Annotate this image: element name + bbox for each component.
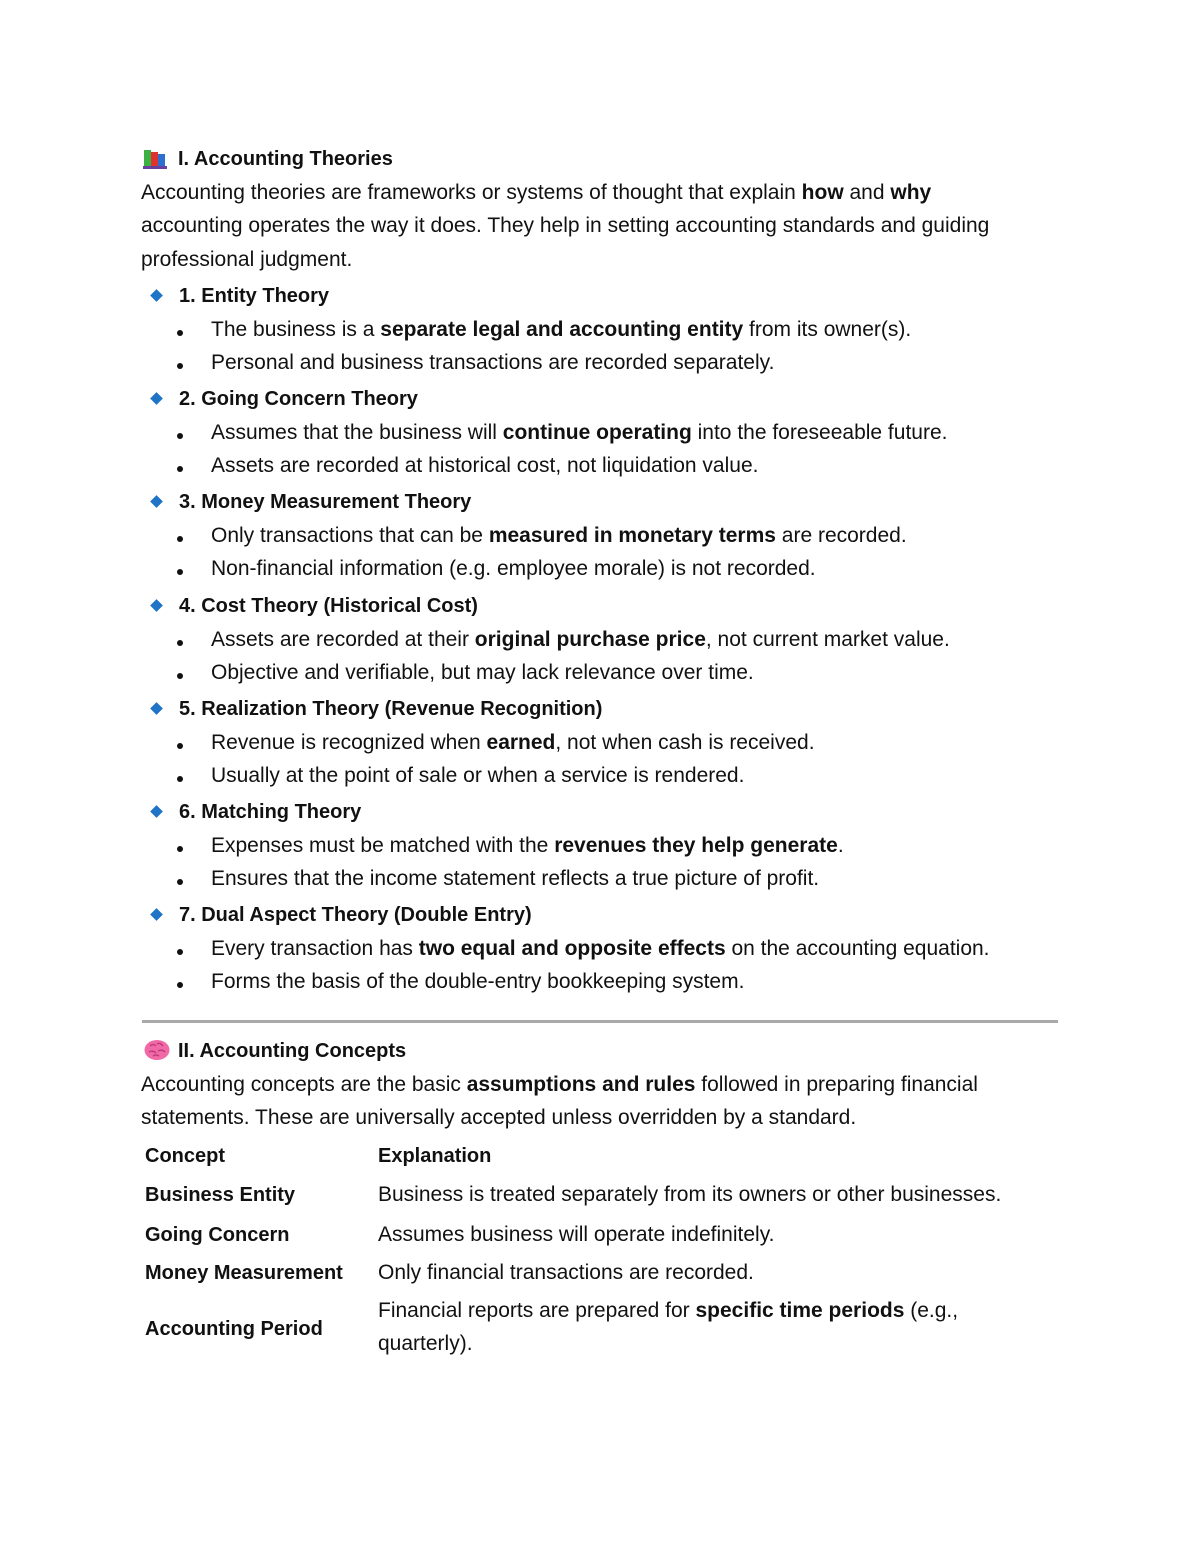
section-1-intro-line-3: professional judgment.	[141, 248, 353, 271]
theory-bullet-text: Assets are recorded at their original purchase price, not current market value.	[211, 628, 950, 651]
section-2-title: II. Accounting Concepts	[178, 1040, 407, 1062]
bullet-dot-icon	[177, 536, 183, 542]
diamond-bullet-icon	[150, 289, 163, 302]
section-1-title: I. Accounting Theories	[178, 148, 393, 170]
bullet-dot-icon	[177, 846, 183, 852]
section-2-intro-line-1: Accounting concepts are the basic assumptions and rules followed in preparing financial	[141, 1073, 978, 1096]
theory-bullet-text: The business is a separate legal and accounting entity from its owner(s).	[211, 318, 912, 341]
theory-bullet-text: Usually at the point of sale or when a service is rendered.	[211, 764, 745, 787]
horizontal-rule	[142, 1020, 1058, 1023]
theory-title: 6. Matching Theory	[179, 801, 362, 823]
bullet-dot-icon	[177, 569, 183, 575]
table-cell-explanation: Assumes business will operate indefinitely.	[378, 1223, 775, 1246]
table-cell-concept: Accounting Period	[145, 1318, 323, 1340]
theory-bullet-text: Ensures that the income statement reflects a true picture of profit.	[211, 867, 820, 890]
diamond-bullet-icon	[150, 908, 163, 921]
bullet-dot-icon	[177, 982, 183, 988]
books-icon	[143, 147, 169, 171]
brain-icon	[143, 1038, 171, 1064]
theory-title: 2. Going Concern Theory	[179, 388, 418, 410]
theory-bullet-text: Assumes that the business will continue operating into the foreseeable future.	[211, 421, 948, 444]
bullet-dot-icon	[177, 879, 183, 885]
diamond-bullet-icon	[150, 805, 163, 818]
bullet-dot-icon	[177, 776, 183, 782]
theory-title: 4. Cost Theory (Historical Cost)	[179, 595, 478, 617]
table-cell-concept: Going Concern	[145, 1224, 290, 1246]
theory-title: 1. Entity Theory	[179, 285, 330, 307]
section-1-intro-line-2: accounting operates the way it does. They help in setting accounting standards and guiding	[141, 214, 990, 237]
theory-bullet-text: Expenses must be matched with the revenues they help generate.	[211, 834, 844, 857]
diamond-bullet-icon	[150, 495, 163, 508]
theory-title: 7. Dual Aspect Theory (Double Entry)	[179, 904, 532, 926]
theory-title: 3. Money Measurement Theory	[179, 491, 472, 513]
table-cell-explanation: Only financial transactions are recorded.	[378, 1261, 754, 1284]
theory-bullet-text: Non-financial information (e.g. employee morale) is not recorded.	[211, 557, 816, 580]
bullet-dot-icon	[177, 673, 183, 679]
table-cell-concept: Business Entity	[145, 1184, 296, 1206]
theory-bullet-text: Only transactions that can be measured in monetary terms are recorded.	[211, 524, 907, 547]
table-cell-explanation: Financial reports are prepared for specific time periods (e.g., quarterly).	[378, 1299, 959, 1355]
bullet-dot-icon	[177, 330, 183, 336]
theory-bullet-text: Personal and business transactions are recorded separately.	[211, 351, 775, 374]
theory-bullet-text: Forms the basis of the double-entry bookkeeping system.	[211, 970, 745, 993]
diamond-bullet-icon	[150, 599, 163, 612]
theory-bullet-text: Revenue is recognized when earned, not when cash is received.	[211, 731, 815, 754]
bullet-dot-icon	[177, 363, 183, 369]
table-header-concept: Concept	[145, 1145, 225, 1167]
bullet-dot-icon	[177, 743, 183, 749]
table-header-explanation: Explanation	[378, 1145, 492, 1167]
section-2-intro-line-2: statements. These are universally accepted unless overridden by a standard.	[141, 1106, 857, 1129]
theory-title: 5. Realization Theory (Revenue Recognition)	[179, 698, 603, 720]
theory-bullet-text: Objective and verifiable, but may lack relevance over time.	[211, 661, 754, 684]
bullet-dot-icon	[177, 466, 183, 472]
diamond-bullet-icon	[150, 392, 163, 405]
theory-bullet-text: Assets are recorded at historical cost, not liquidation value.	[211, 454, 759, 477]
table-cell-concept: Money Measurement	[145, 1262, 343, 1284]
bullet-dot-icon	[177, 433, 183, 439]
bullet-dot-icon	[177, 949, 183, 955]
theory-bullet-text: Every transaction has two equal and opposite effects on the accounting equation.	[211, 937, 990, 960]
table-cell-explanation: Business is treated separately from its owners or other businesses.	[378, 1183, 1002, 1206]
bullet-dot-icon	[177, 640, 183, 646]
diamond-bullet-icon	[150, 702, 163, 715]
section-1-intro-line-1: Accounting theories are frameworks or systems of thought that explain how and why	[141, 181, 932, 204]
